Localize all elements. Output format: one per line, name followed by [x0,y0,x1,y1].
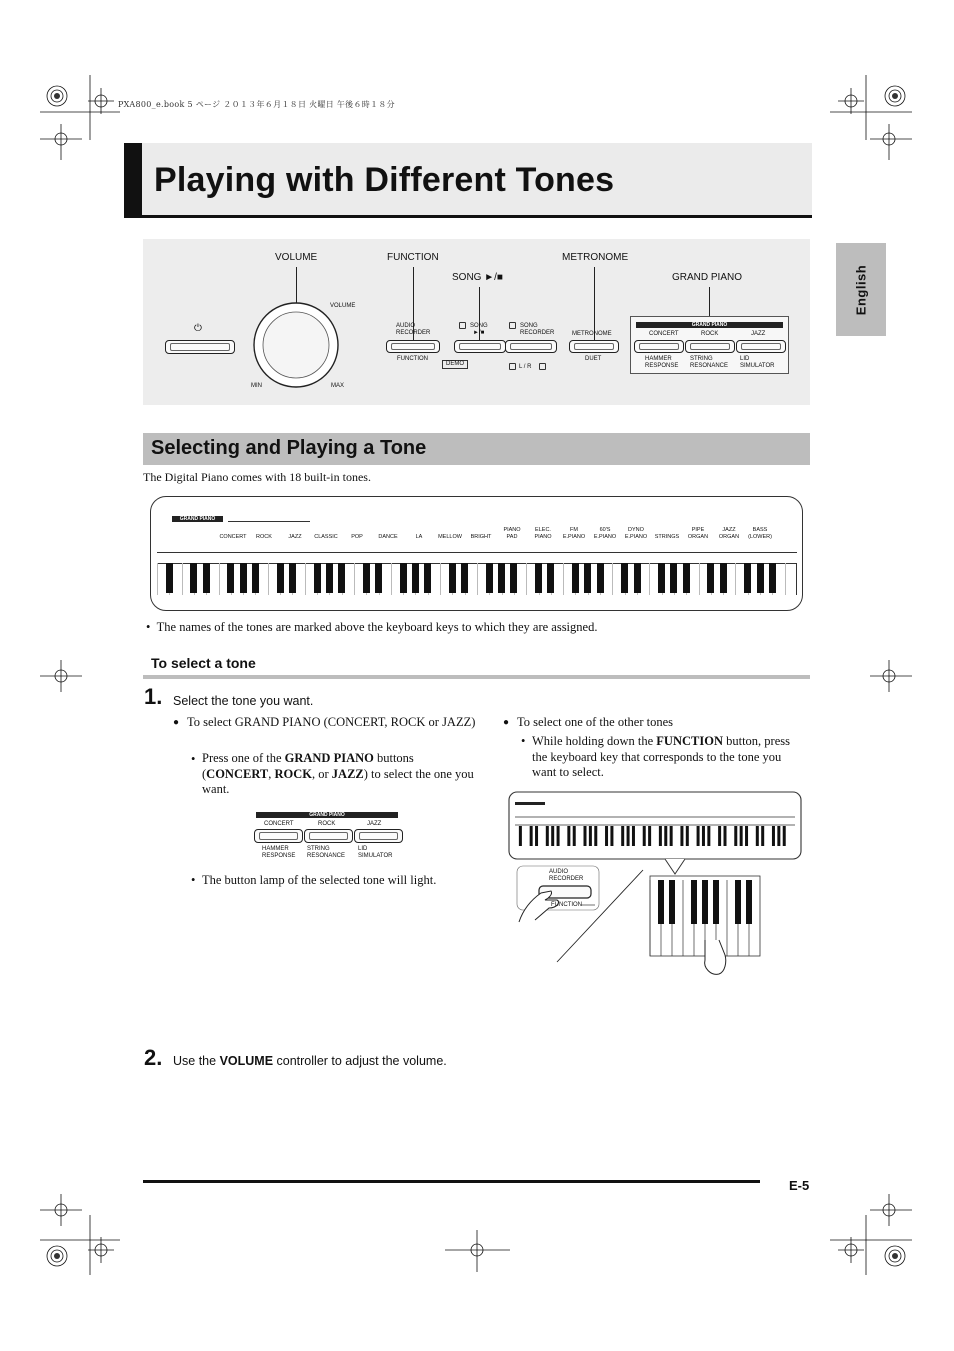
white-key-edge [157,563,158,595]
other-tones-intro: To select one of the other tones [517,715,674,729]
tone-label-line: CONCERT [219,534,247,540]
lamp-text: The button lamp of the selected tone will light. [202,873,437,887]
tone-label [219,534,247,541]
step-1-number: 1. [144,684,163,709]
tone-label [653,534,681,541]
tone-label [684,527,712,540]
song-a-symbol: ►/■ [473,330,485,336]
tone-label-line: PIPE [691,527,705,533]
black-key [744,563,751,593]
white-key-edge [219,563,220,595]
simulator-label: SIMULATOR [740,363,775,369]
black-key [486,563,493,593]
tone-label-line: ROCK [256,534,272,540]
volume-label: VOLUME [275,252,318,263]
mini-black-key [643,826,646,846]
mini-black-key [519,826,522,846]
r-lamp [539,363,546,370]
volume-knob[interactable] [248,299,348,395]
mini-black-key [632,826,635,846]
zoom-black-key [702,880,708,924]
black-key [584,563,591,593]
note-text: The names of the tones are marked above the keyboard keys to which they are assigned. [156,620,598,634]
black-key [166,563,173,593]
concert-button[interactable] [634,340,684,353]
tone-label [622,527,650,540]
tone-label-line: PAD [506,533,518,540]
function-label: FUNCTION [387,252,439,263]
rock-label: ROCK [701,331,719,337]
song-recorder-lamp [509,322,516,329]
gp-bar: GRAND PIANO [256,812,398,818]
black-key [720,563,727,593]
tone-label-line: E.PIANO [593,533,617,540]
song-a-label: SONG [470,323,488,329]
white-key-edge [735,563,736,595]
tone-label-line: JAZZ [288,534,302,540]
concert-label: CONCERT [264,821,294,827]
response-label: RESPONSE [262,853,296,859]
subsection-heading: To select a tone [151,655,256,671]
tone-label-line: DANCE [378,534,398,540]
white-key-edge [785,563,786,595]
tone-label-line: CLASSIC [314,534,338,540]
tone-label [250,534,278,541]
black-key [326,563,333,593]
volume-max-label: MAX [331,383,345,389]
title-marker [124,143,142,218]
demo-label: DEMO [442,360,468,369]
tone-label [591,527,619,540]
mini-black-key [605,826,608,846]
page-title: Playing with Different Tones [154,161,615,199]
black-key [683,563,690,593]
function-label: FUNCTION [551,902,582,908]
keyboard-keys [157,563,797,597]
bullet-dot-2: ● [503,717,510,728]
audio-label: AUDIO [396,323,416,329]
mini-black-key [697,826,700,846]
tone-label [436,534,464,541]
tone-label-line: ORGAN [718,533,740,540]
zoom-black-key [658,880,664,924]
control-panel-illustration [143,239,810,405]
jazz-label: JAZZ [367,821,382,827]
mini-black-key [546,826,549,846]
mini-black-key [530,826,533,846]
white-key-edge [477,563,478,595]
mini-black-key [627,826,630,846]
lid-label: LID [740,356,750,362]
keyboard-top-rule [157,552,797,553]
song-b-label: SONG [520,323,538,329]
mini-black-key [557,826,560,846]
black-key [190,563,197,593]
volume-knob-label: VOLUME [330,303,356,309]
mini-black-key [707,826,710,846]
metronome-label: METRONOME [562,252,629,263]
resonance-label: RESONANCE [690,363,729,369]
song-label: SONG ►/■ [452,272,503,283]
tone-label-line: E.PIANO [562,533,586,540]
tone-label-line: BRIGHT [470,534,492,540]
black-key [363,563,370,593]
mini-black-key [680,826,683,846]
tone-label [312,534,340,541]
mini-black-key [567,826,570,846]
tone-label [560,527,588,540]
tone-label-line: PIANO [503,527,521,533]
white-key-edge [354,563,355,595]
black-key [412,563,419,593]
power-button[interactable] [165,340,235,354]
tone-label [405,534,433,541]
song-lamp [459,322,466,329]
black-key [535,563,542,593]
jazz-label: JAZZ [751,331,766,337]
white-key-edge [391,563,392,595]
hammer-label: HAMMER [645,356,672,362]
tone-label [374,534,402,541]
tone-label [746,527,774,540]
grand-piano-callout-line [709,287,710,317]
mini-black-key [670,826,673,846]
tone-label [281,534,309,541]
mini-black-key [573,826,576,846]
step-1-text: Select the tone you want. [173,694,314,708]
section-heading-text: Selecting and Playing a Tone [151,437,427,459]
mini-black-key [584,826,587,846]
language-tab-label: English [853,264,869,315]
tone-label-line: ORGAN [687,533,709,540]
keys-right-edge [796,563,797,595]
mini-black-key [664,826,667,846]
black-key [572,563,579,593]
white-key-edge [699,563,700,595]
grand-piano-intro: To select GRAND PIANO (CONCERT, ROCK or JAZZ) [187,715,476,729]
mini-black-key [686,826,689,846]
black-key [252,563,259,593]
white-key-edge [563,563,564,595]
lid-label: LID [358,846,368,852]
metronome-button[interactable] [569,340,619,353]
grand-piano-bar: GRAND PIANO [636,322,783,328]
zoom-black-key [735,880,741,924]
recorder-label: RECORDER [396,330,431,336]
black-key [277,563,284,593]
concert-button [254,829,303,843]
lr-label: L / R [519,364,532,370]
page-number: E-5 [789,1178,810,1193]
black-key [240,563,247,593]
intro-text: The Digital Piano comes with 18 built-in tones. [143,470,371,484]
hold-instruction: While holding down the FUNCTION button, press the keyboard key that corresponds to the tone you want to select. [532,734,790,779]
mini-black-key [724,826,727,846]
rock-label: ROCK [318,821,336,827]
resonance-label: RESONANCE [307,853,346,859]
tone-label [498,527,526,540]
zoom-black-key [669,880,675,924]
string-label: STRING [307,846,330,852]
black-key [461,563,468,593]
rock-button[interactable] [685,340,735,353]
mini-black-key [659,826,662,846]
black-key [314,563,321,593]
string-label: STRING [690,356,713,362]
mini-black-key [718,826,721,846]
press-instruction: Press one of the GRAND PIANO buttons (CONCERT, ROCK, or JAZZ) to select the one you want. [202,751,474,796]
black-key [227,563,234,593]
mini-black-key [740,826,743,846]
section-heading [143,433,810,465]
black-key [547,563,554,593]
white-key-edge [649,563,650,595]
mini-black-key [594,826,597,846]
mini-black-key [648,826,651,846]
language-tab [836,243,886,336]
white-key-edge [182,563,183,595]
mini-black-key [756,826,759,846]
mini-black-key [702,826,705,846]
tone-label-line: FM [570,527,578,533]
black-key [634,563,641,593]
tone-label-line: POP [351,534,363,540]
simulator-label: SIMULATOR [358,853,393,859]
black-key [424,563,431,593]
keyboard-gp-rule [228,521,310,522]
tone-label-line: BASS [752,527,768,533]
l-lamp [509,363,516,370]
volume-min-label: MIN [251,383,262,389]
tone-label [529,527,557,540]
black-key [757,563,764,593]
mini-black-key [610,826,613,846]
mini-black-key [535,826,538,846]
tone-label-line: DYNO [628,527,644,533]
subsection-rule [143,675,810,679]
step-2-text: Use the VOLUME controller to adjust the volume. [173,1054,447,1068]
mini-black-key [589,826,592,846]
grand-piano-buttons-illustration [250,808,405,863]
bullet: • [146,620,151,634]
tone-label-line: E.PIANO [624,533,648,540]
zoom-black-key [746,880,752,924]
black-key [670,563,677,593]
black-key [597,563,604,593]
duet-label: DUET [585,356,602,362]
mini-black-key [621,826,624,846]
tone-label-line: PIANO [534,533,552,540]
note-item [146,620,806,636]
bullet: • [191,873,196,887]
white-key-edge [612,563,613,595]
tone-label-line: MELLOW [438,534,462,540]
black-key [707,563,714,593]
file-meta: PXA800_e.book 5 ページ ２０１３年６月１８日 火曜日 午後６時１８分 [118,100,395,109]
song-play-stop-button[interactable] [454,340,506,353]
black-key [658,563,665,593]
black-key [338,563,345,593]
metronome-small-label: METRONOME [572,331,612,337]
keyboard-gp-tag: GRAND PIANO [172,516,223,522]
grand-piano-label: GRAND PIANO [672,272,743,283]
mini-black-key [551,826,554,846]
mini-black-key [783,826,786,846]
song-b-recorder: RECORDER [520,330,555,336]
mini-black-key [777,826,780,846]
white-key-edge [305,563,306,595]
concert-label: CONCERT [649,331,679,337]
tone-label-line: STRINGS [654,534,680,540]
tone-label-line: (LOWER) [748,533,772,540]
jazz-button [354,829,403,843]
function-small-label: FUNCTION [397,356,428,362]
mini-black-key [745,826,748,846]
tone-label-line: LA [415,534,423,540]
mini-black-key [761,826,764,846]
response-label: RESPONSE [645,363,679,369]
black-key [498,563,505,593]
tone-label-line: ELEC. [535,527,551,533]
white-key-edge [268,563,269,595]
zoom-black-key [713,880,719,924]
bullet: • [521,734,526,748]
black-key [769,563,776,593]
black-key [449,563,456,593]
function-button[interactable] [386,340,440,353]
mini-black-key [772,826,775,846]
audio-label: AUDIO [549,869,569,875]
white-key-edge [526,563,527,595]
step-2-number: 2. [144,1045,163,1070]
tone-label-row [157,524,797,548]
black-key [621,563,628,593]
bullet-dot-1: ● [173,717,180,728]
zoom-black-key [691,880,697,924]
tone-label [467,534,495,541]
function-keyboard-illustration [505,790,805,980]
jazz-button[interactable] [736,340,786,353]
footer-rule [143,1180,760,1183]
bullet: • [191,752,196,766]
tone-label [715,527,743,540]
power-icon: ⏻ [194,323,202,334]
song-recorder-button[interactable] [505,340,557,353]
mini-black-key [734,826,737,846]
tone-label-line: 60'S [599,527,611,533]
black-key [510,563,517,593]
black-key [400,563,407,593]
black-key [203,563,210,593]
tone-label [343,534,371,541]
rock-button [304,829,353,843]
tone-label-line: JAZZ [722,527,736,533]
hammer-label: HAMMER [262,846,289,852]
black-key [375,563,382,593]
recorder-label: RECORDER [549,876,584,882]
black-key [289,563,296,593]
white-key-edge [440,563,441,595]
